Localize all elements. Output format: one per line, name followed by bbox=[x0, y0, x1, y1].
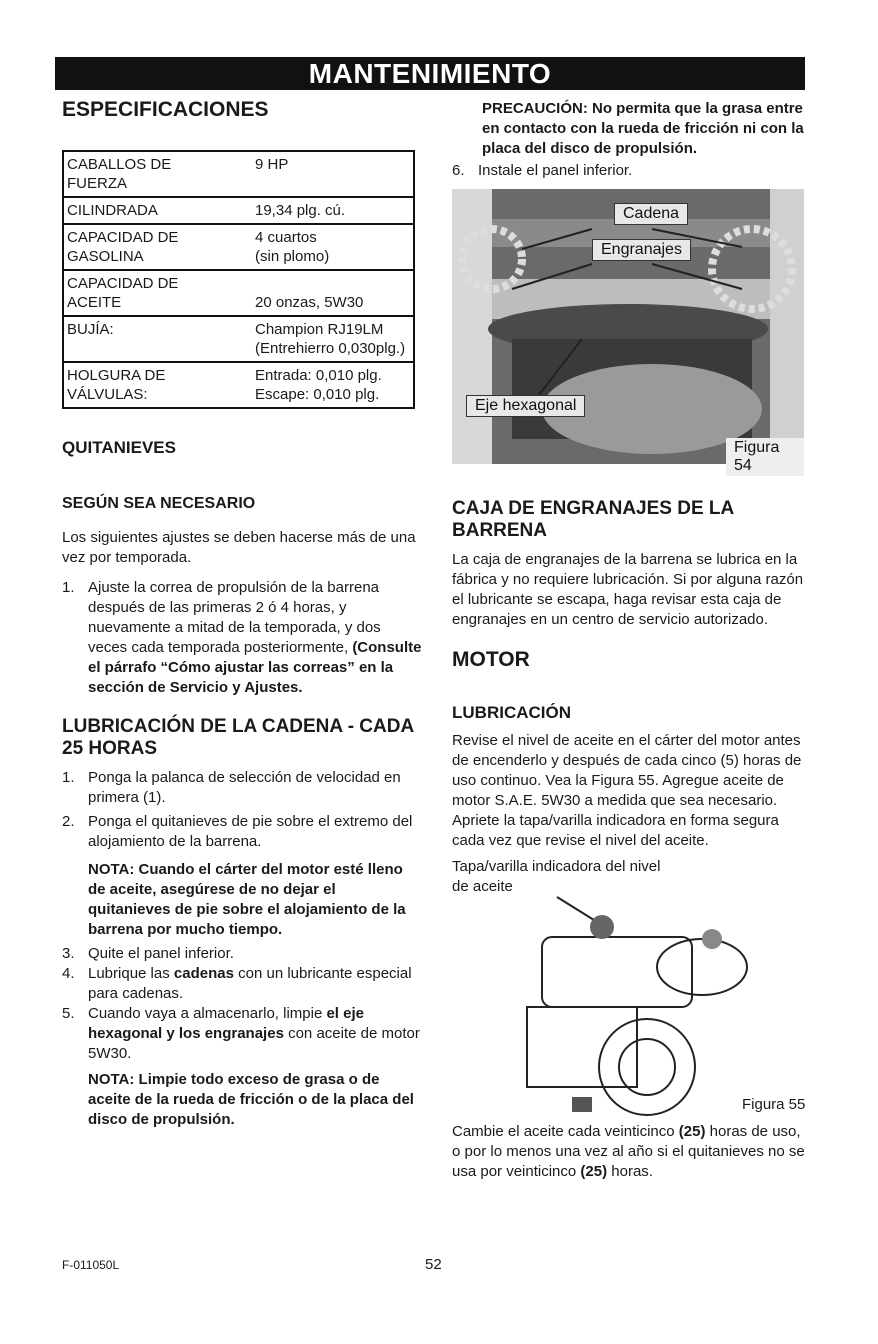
spec-value: 19,34 plg. cú. bbox=[255, 202, 346, 219]
list-item: 6. Instale el panel inferior. bbox=[452, 162, 633, 179]
intro-text: Los siguientes ajustes se deben hacerse más de una vez por temporada. bbox=[62, 529, 416, 566]
list-item: 5. Cuando vaya a almacenarlo, limpie el eje hexagonal y los engranajes con aceite de motor 5W30. bbox=[62, 1005, 420, 1062]
adjust-list bbox=[62, 578, 422, 698]
gearbox-text: La caja de engranajes de la barrena se lubrica en la fábrica y no requiere lubricación. Si por alguna razón el lubricante se escapa, haga revisar esta caja de engranajes en un centro de servicio autorizado. bbox=[452, 551, 804, 628]
spec-value: 9 HP bbox=[255, 156, 289, 173]
list-item: 3. Quite el panel inferior. bbox=[62, 945, 234, 962]
spec-key: HOLGURA DE VÁLVULAS: bbox=[67, 367, 166, 403]
note-crankcase: NOTA: Cuando el cárter del motor esté lleno de aceite, asegúrese de no dejar el quitanieves de pie sobre el alojamiento de la barrena por mucho tiempo. bbox=[88, 861, 406, 938]
spec-value: Entrada: 0,010 plg. Escape: 0,010 plg. bbox=[255, 367, 382, 403]
list-item: 1. Ponga la palanca de selección de velocidad en primera (1). bbox=[62, 769, 401, 806]
figure-54-caption: Figura 54 bbox=[726, 438, 804, 476]
left-column bbox=[62, 92, 422, 1130]
gearbox-heading: CAJA DE ENGRANAJES DE LA BARRENA bbox=[452, 498, 734, 541]
spec-row bbox=[63, 224, 414, 270]
label-engranajes: Engranajes bbox=[592, 239, 691, 261]
spec-value: 20 onzas, 5W30 bbox=[255, 294, 364, 311]
list-item: 2. Ponga el quitanieves de pie sobre el extremo del alojamiento de la barrena. bbox=[62, 813, 413, 850]
spec-key: CILINDRADA bbox=[67, 202, 158, 219]
spec-key: CAPACIDAD DE GASOLINA bbox=[67, 229, 179, 265]
figure-54-photo bbox=[452, 189, 804, 474]
chain-steps-2 bbox=[62, 944, 422, 1064]
motor-heading: MOTOR bbox=[452, 648, 530, 671]
chain-steps bbox=[62, 768, 422, 852]
engine-lub-text: Revise el nivel de aceite en el cárter del motor antes de encenderlo y después de cada cinco (5) horas de uso continuo. Vea la Figura 55. Agregue aceite de motor S.A.E. 5W30 a medida que sea necesario. Apriete la tapa/varilla indicadora en forma segura cada vez que revise el nivel del aceite. bbox=[452, 732, 802, 849]
spec-row bbox=[63, 362, 414, 408]
spec-value: 4 cuartos (sin plomo) bbox=[255, 229, 330, 265]
dipstick-label: Tapa/varilla indicadora del nivel de aceite bbox=[452, 858, 661, 895]
spec-key: CABALLOS DE FUERZA bbox=[67, 156, 172, 192]
figure-55-caption: Figura 55 bbox=[742, 1096, 806, 1113]
spec-row bbox=[63, 316, 414, 362]
spec-row bbox=[63, 151, 414, 197]
oil-change-text: Cambie el aceite cada veinticinco (25) horas de uso, o por lo menos una vez al año si el quitanieves no se usa por veinticinco (25) horas. bbox=[452, 1123, 805, 1180]
figure-55 bbox=[452, 897, 812, 1122]
specs-table bbox=[62, 150, 415, 409]
lubricacion-heading: LUBRICACIÓN bbox=[452, 703, 571, 722]
segun-heading: SEGÚN SEA NECESARIO bbox=[62, 495, 256, 512]
spec-key: BUJÍA: bbox=[67, 321, 114, 338]
section-banner: MANTENIMIENTO bbox=[55, 57, 805, 90]
spec-row bbox=[63, 270, 414, 316]
label-eje-hexagonal: Eje hexagonal bbox=[466, 395, 585, 417]
gear-chain-illustration bbox=[452, 189, 804, 464]
chain-lub-heading: LUBRICACIÓN DE LA CADENA - CADA 25 HORAS bbox=[62, 716, 414, 759]
quitanieves-heading: QUITANIEVES bbox=[62, 438, 176, 457]
caution-text: PRECAUCIÓN: No permita que la grasa entre en contacto con la rueda de fricción ni con la placa del disco de propulsión. bbox=[482, 100, 804, 157]
doc-code: F-011050L bbox=[62, 1258, 120, 1272]
install-step bbox=[452, 161, 812, 181]
right-column bbox=[452, 92, 812, 1182]
engine-illustration bbox=[452, 897, 812, 1122]
page-number: 52 bbox=[425, 1256, 442, 1273]
spec-value: Champion RJ19LM (Entrehierro 0,030plg.) bbox=[255, 321, 406, 357]
spec-row bbox=[63, 197, 414, 224]
note-clean: NOTA: Limpie todo exceso de grasa o de aceite de la rueda de fricción o de la placa del disco de propulsión. bbox=[88, 1071, 414, 1128]
specs-title: ESPECIFICACIONES bbox=[62, 98, 269, 121]
list-item: 4. Lubrique las cadenas con un lubricante especial para cadenas. bbox=[62, 965, 412, 1002]
list-item: 1. Ajuste la correa de propulsión de la barrena después de las primeras 2 ó 4 horas, y nuevamente a mitad de la temporada, y dos veces cada temporada posteriormente, (Consulte el párrafo “Cómo ajustar las correas” en la sección de Servicio y Ajustes. bbox=[62, 579, 422, 696]
spec-key: CAPACIDAD DE ACEITE bbox=[67, 275, 179, 311]
label-cadena: Cadena bbox=[614, 203, 688, 225]
